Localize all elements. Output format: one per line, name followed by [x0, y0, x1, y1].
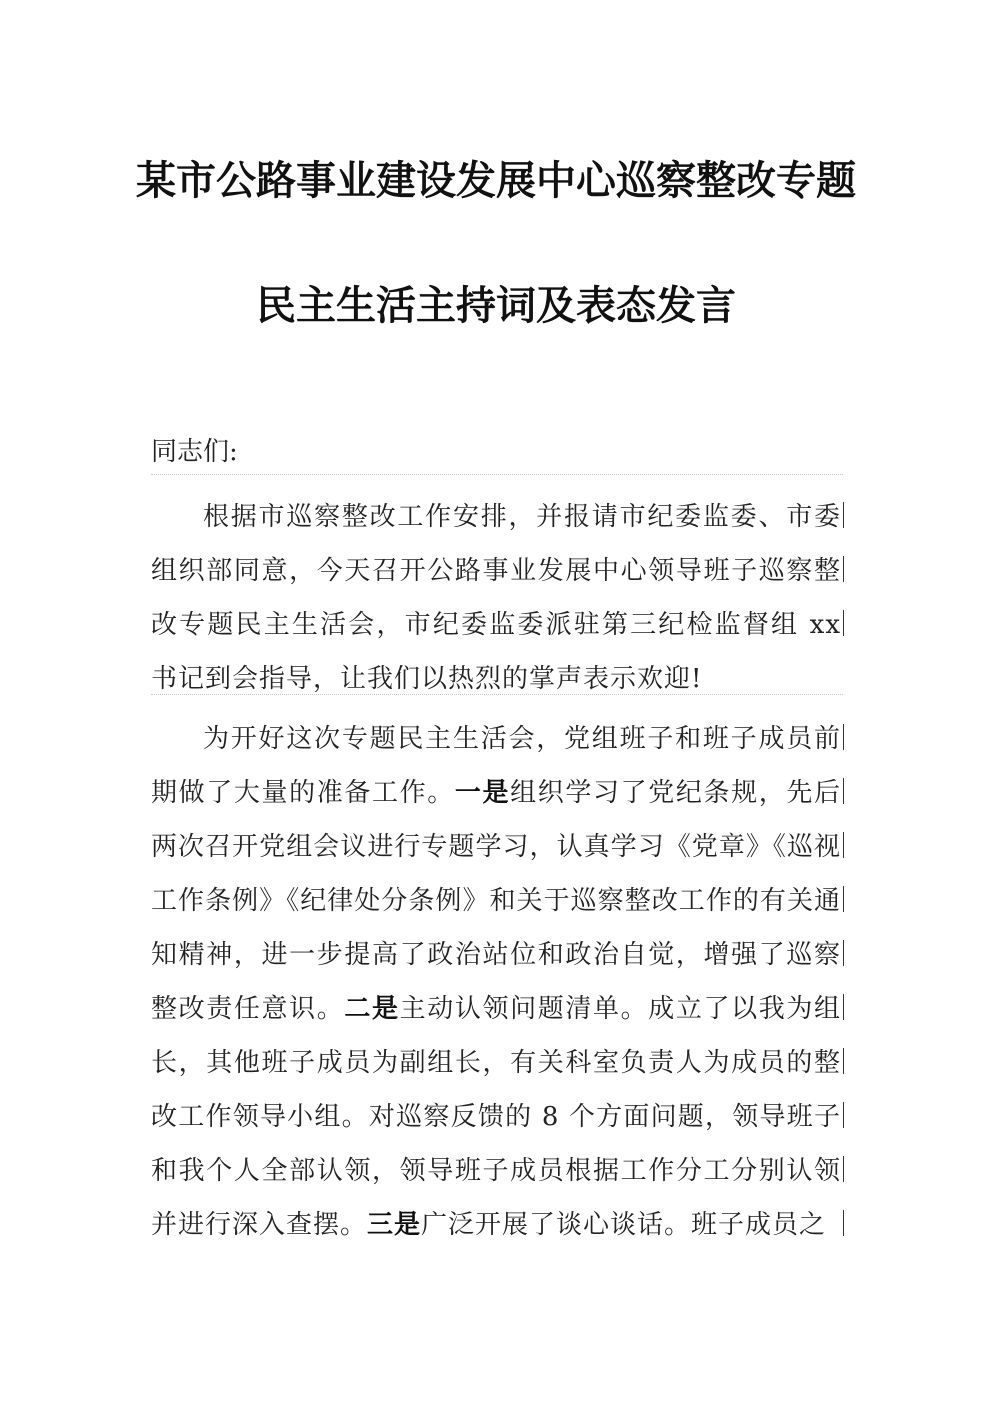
item-label-2: 二是 [344, 994, 400, 1024]
salutation: 同志们: [151, 437, 238, 467]
edge-mark [843, 832, 844, 858]
item-label-3: 三是 [367, 1210, 422, 1240]
document-title-line-1: 某市公路事业建设发展中心巡察整改专题 [136, 157, 856, 204]
edge-mark [843, 1102, 844, 1128]
item-text-1: 组织学习了党纪条规，先后两次召开党组会议进行专题学习，认真学习《党章》《巡视工作条例》《纪律处分条例》和关于巡察整改工作的有关通知精神，进一步提高了政治站位和政治自觉，增强了巡察整改责任意识。 [151, 778, 841, 1024]
edge-mark [843, 886, 844, 912]
edge-mark [843, 778, 844, 804]
edge-mark [843, 610, 844, 636]
edge-mark [843, 994, 844, 1020]
edge-mark [843, 556, 844, 582]
right-edge-marks [843, 0, 847, 1403]
item-label-1: 一是 [454, 778, 511, 808]
edge-mark [843, 940, 844, 966]
edge-mark [843, 1048, 844, 1074]
paragraph-separator [151, 694, 843, 695]
paragraph-preparation [151, 712, 841, 1252]
edge-mark [843, 1210, 844, 1236]
item-text-2: 主动认领问题清单。成立了以我为组长，其他班子成员为副组长，有关科室负责人为成员的整改工作领导小组。对巡察反馈的 8 个方面问题，领导班子和我个人全部认领，领导班子成员根据工作分工分别认领并进行深入查摆。 [151, 994, 841, 1240]
edge-mark [843, 1156, 844, 1182]
document-title-line-2: 民主生活主持词及表态发言 [256, 282, 736, 329]
paragraph-separator [151, 474, 843, 475]
paragraph-intro: 为开好这次专题民主生活会，党组班子和班子成员前期做了大量的准备工作。 [151, 724, 841, 808]
edge-mark [843, 724, 844, 750]
item-text-3: 广泛开展了谈心谈话。班子成员之 [421, 1210, 827, 1240]
edge-mark [843, 502, 844, 528]
paragraph-opening: 根据市巡察整改工作安排，并报请市纪委监委、市委组织部同意，今天召开公路事业发展中心领导班子巡察整改专题民主生活会，市纪委监委派驻第三纪检监督组 xx 书记到会指导，让我们以热烈的掌声表示欢迎! [151, 502, 841, 694]
